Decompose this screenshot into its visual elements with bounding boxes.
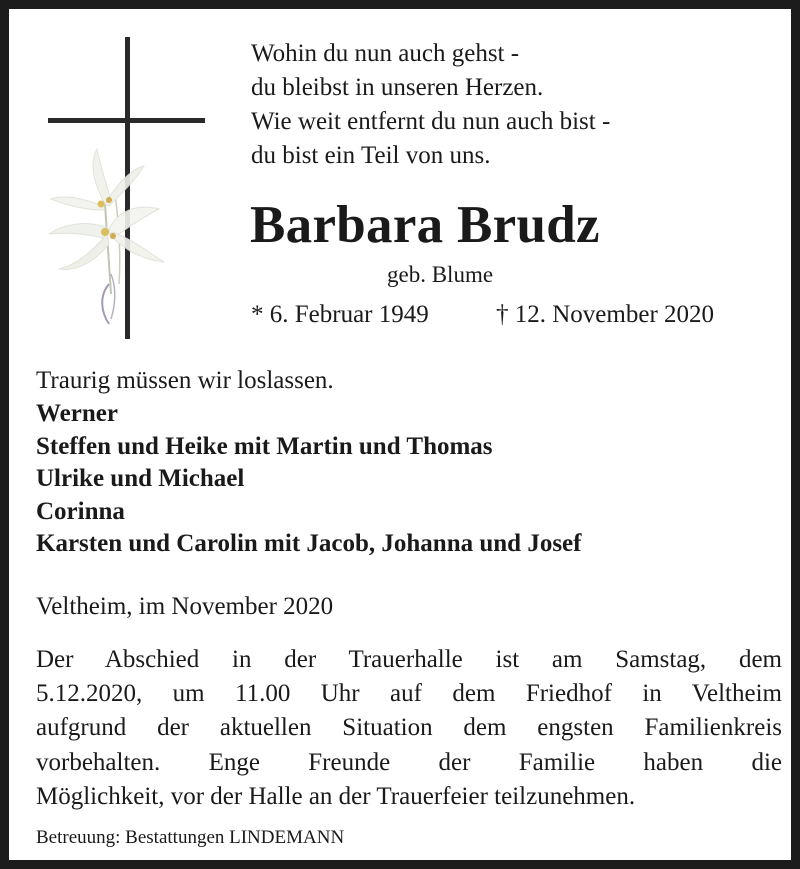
maiden-name: geb. Blume: [387, 262, 494, 287]
poem-line: du bleibst in unseren Herzen.: [251, 74, 544, 101]
mourning-line: Traurig müssen wir loslassen.: [36, 367, 334, 394]
poem-verse: [251, 37, 610, 173]
notice-line: Der Abschied in der Trauerhalle ist am Samstag, dem: [36, 646, 782, 673]
place-date: Veltheim, im November 2020: [36, 593, 334, 620]
deceased-name: Barbara Brudz: [250, 196, 600, 254]
notice-line: 5.12.2020, um 11.00 Uhr auf dem Friedhof in Veltheim: [36, 680, 782, 708]
family-member: Werner: [36, 400, 118, 427]
notice-line: Möglichkeit, vor der Halle an der Trauerfeier teilzunehmen.: [36, 782, 636, 810]
notice-line: aufgrund der aktuellen Situation dem engsten Familienkreis: [36, 714, 782, 742]
funeral-notice: [36, 643, 782, 814]
notice-line: vorbehalten. Enge Freunde der Familie haben die: [36, 748, 782, 776]
poem-line: Wohin du nun auch gehst -: [251, 40, 520, 67]
family-member: Corinna: [36, 497, 125, 525]
poem-line: Wie weit entfernt du nun auch bist -: [251, 108, 611, 135]
birth-date: * 6. Februar 1949: [251, 301, 429, 328]
undertaker-credit: Betreuung: Bestattungen LINDEMANN: [36, 827, 345, 848]
poem-line: du bist ein Teil von uns.: [251, 142, 491, 169]
death-date: † 12. November 2020: [496, 301, 715, 328]
family-member: Karsten und Carolin mit Jacob, Johanna und Josef: [36, 530, 582, 557]
cross-with-lily-icon: [39, 34, 219, 344]
family-member: Steffen und Heike mit Martin und Thomas: [36, 432, 493, 460]
lily-flower-icon: [49, 149, 164, 324]
family-list: [36, 398, 581, 561]
family-member: Ulrike und Michael: [36, 465, 245, 492]
